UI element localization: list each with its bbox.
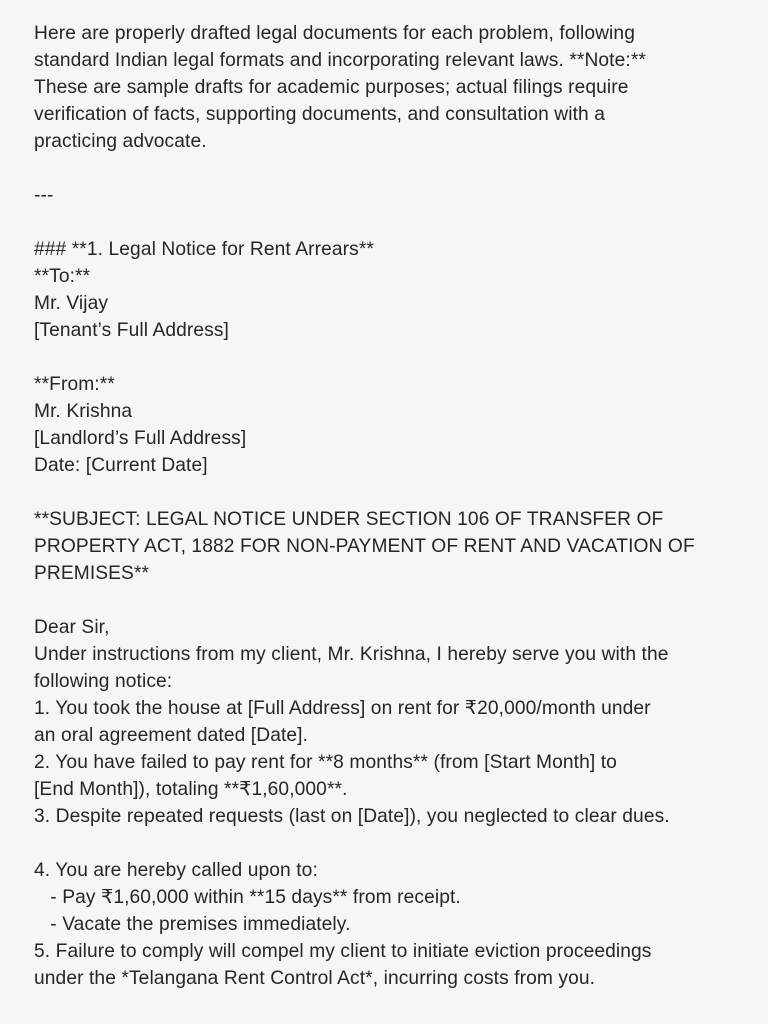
to-label: **To:** [34,266,91,287]
to-address: [Tenant’s Full Address] [34,320,229,341]
intro-line: practicing advocate. [34,131,207,152]
blank-line [34,344,734,371]
intro-line: These are sample drafts for academic purposes; actual filings require [34,77,629,98]
body-line: following notice: [34,671,173,692]
document-body [34,20,734,992]
list-item: 1. You took the house at [Full Address] on rent for ₹20,000/month under [34,698,651,719]
intro-paragraph [34,20,734,155]
list-item: 2. You have failed to pay rent for **8 months** (from [Start Month] to [34,752,617,773]
intro-line: Here are properly drafted legal documents for each problem, following [34,23,635,44]
sub-list-item: - Pay ₹1,60,000 within **15 days** from receipt. [34,887,461,908]
subject-paragraph [34,506,734,587]
list-item: 4. You are hereby called upon to: [34,860,318,881]
to-name: Mr. Vijay [34,293,109,314]
list-item: [End Month]), totaling **₹1,60,000**. [34,779,348,800]
sub-list-item: - Vacate the premises immediately. [34,914,351,935]
blank-line [34,155,734,182]
list-item: 5. Failure to comply will compel my client to initiate eviction proceedings [34,941,652,962]
list-item: an oral agreement dated [Date]. [34,725,309,746]
from-name: Mr. Krishna [34,401,133,422]
intro-line: standard Indian legal formats and incorporating relevant laws. **Note:** [34,50,646,71]
intro-line: verification of facts, supporting documents, and consultation with a [34,104,606,125]
list-item: under the *Telangana Rent Control Act*, incurring costs from you. [34,968,596,989]
blank-line [34,587,734,614]
separator: --- [34,185,54,206]
body-line: Under instructions from my client, Mr. Krishna, I hereby serve you with the [34,644,669,665]
list-item: 3. Despite repeated requests (last on [Date]), you neglected to clear dues. [34,806,670,827]
subject-line: PROPERTY ACT, 1882 FOR NON-PAYMENT OF RENT AND VACATION OF [34,536,695,557]
subject-line: **SUBJECT: LEGAL NOTICE UNDER SECTION 106 OF TRANSFER OF [34,509,664,530]
from-address: [Landlord’s Full Address] [34,428,247,449]
subject-line: PREMISES** [34,563,150,584]
blank-line [34,479,734,506]
salutation: Dear Sir, [34,617,110,638]
blank-line [34,209,734,236]
notice-date: Date: [Current Date] [34,455,208,476]
blank-line [34,830,734,857]
from-label: **From:** [34,374,115,395]
notice-heading: ### **1. Legal Notice for Rent Arrears** [34,239,374,260]
